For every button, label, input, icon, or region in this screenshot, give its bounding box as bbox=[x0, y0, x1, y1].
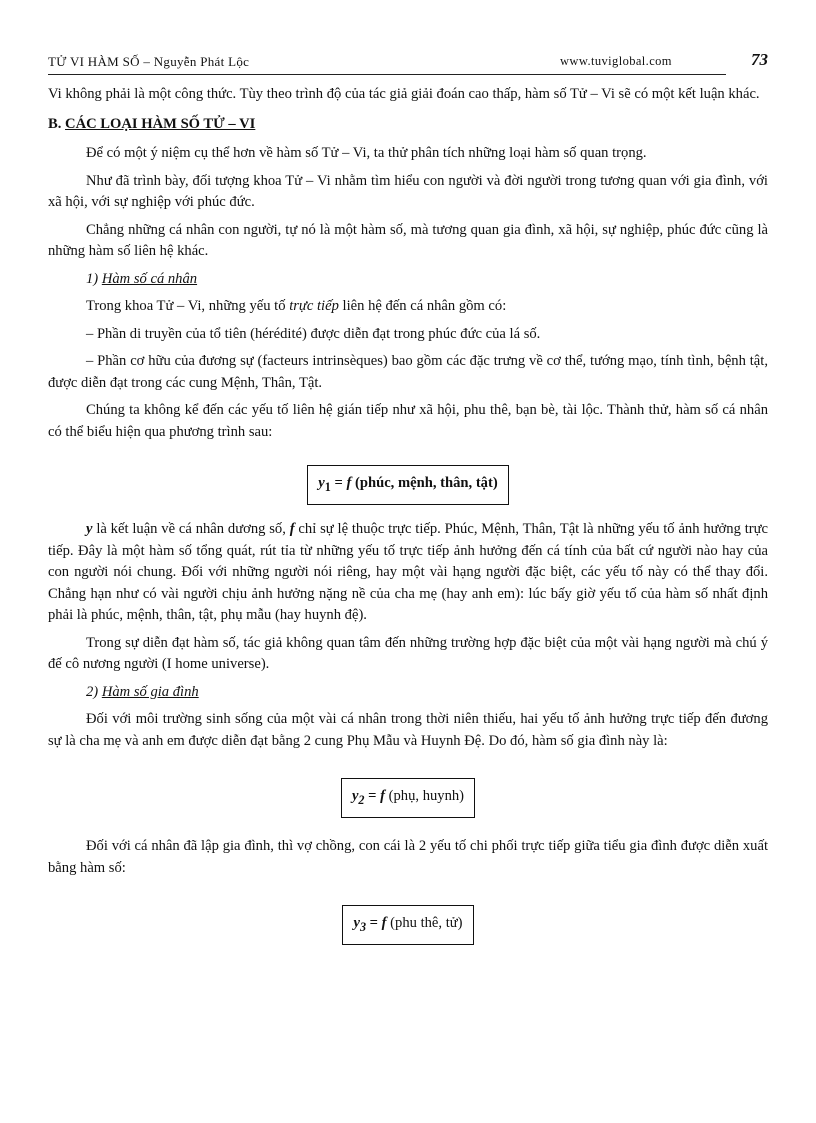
paragraph: Để có một ý niệm cụ thể hơn về hàm số Tử – Vi, ta thử phân tích những loại hàm số quan trọng. bbox=[86, 145, 647, 161]
text-run: là kết luận về cá nhân dương số, bbox=[92, 521, 290, 537]
dash-list-item: – Phần cơ hữu của đương sự (facteurs intrinsèques) bao gồm các đặc trưng về cơ thể, tướng mạo, tính tình, bệnh tật, được diễn đạt trong các cung Mệnh, Thân, Tật. bbox=[48, 353, 768, 391]
text-run: chỉ sự lệ thuộc trực tiếp. Phúc, Mệnh, Thân, Tật là những yếu tố ảnh hưởng trực tiếp. Đây là một hàm số tổng quát, rút tỉa từ những yếu tố trực tiếp ảnh hưởng đến cá tính của bất cứ người nào hay của con người nói chung. Đối với những người nói riêng, hay một vài hạng người đặc biệt, các yếu tố này có thể thay đổi. Chẳng hạn như có vài người chịu ảnh hưởng nặng nề của cha mẹ (hay anh em): lúc bấy giờ yếu tố của hàm số nhất định phải là phúc, mệnh, thân, tật, phụ mẫu (hay huynh đệ). bbox=[48, 521, 768, 623]
formula-function: f bbox=[380, 788, 385, 804]
section-heading-title: CÁC LOẠI HÀM SỐ TỬ – VI bbox=[65, 115, 256, 132]
formula-equals: = bbox=[330, 475, 347, 491]
header-rule bbox=[48, 74, 726, 75]
formula-function: f bbox=[346, 475, 352, 491]
page-number: 73 bbox=[751, 50, 768, 69]
variable-f: f bbox=[289, 521, 295, 537]
formula-box-1 bbox=[307, 465, 508, 505]
paragraph: Chúng ta không kể đến các yếu tố liên hệ gián tiếp như xã hội, phu thê, bạn bè, tài lộc. Thành thử, hàm số cá nhân có thể biểu hiện qua phương trình sau: bbox=[48, 402, 768, 440]
subsection-title: Hàm số cá nhân bbox=[101, 270, 198, 287]
formula-box-3 bbox=[342, 905, 473, 945]
emphasis-text: trực tiếp bbox=[289, 298, 339, 314]
formula-variable: y bbox=[351, 788, 359, 804]
subsection-heading-2 bbox=[48, 682, 768, 704]
section-heading-b bbox=[48, 114, 768, 136]
paragraph: Chẳng những cá nhân con người, tự nó là một hàm số, mà tương quan gia đình, xã hội, sự nghiệp, phúc đức cũng là những hàm số liên hệ khác. bbox=[48, 221, 768, 259]
paragraph bbox=[48, 296, 768, 318]
paragraph: Trong sự diễn đạt hàm số, tác giả không quan tâm đến những trường hợp đặc biệt của một vài hạng người mà chú ý đế cô nương người (I home universe). bbox=[48, 634, 768, 672]
formula-box-2 bbox=[341, 778, 475, 818]
paragraph-continuation: Vi không phải là một công thức. Tùy theo trình độ của tác giả giải đoán cao thấp, hàm số Tử – Vi sẽ có một kết luận khác. bbox=[48, 86, 760, 102]
formula-row-2 bbox=[48, 778, 768, 818]
page-header bbox=[48, 50, 768, 74]
formula-arguments: (phụ, huynh) bbox=[385, 788, 465, 804]
formula-row-3 bbox=[48, 905, 768, 945]
formula-function: f bbox=[381, 915, 387, 931]
formula-variable: y bbox=[318, 475, 325, 491]
formula-arguments: (phúc, mệnh, thân, tật) bbox=[351, 475, 498, 491]
paragraph: Đối với môi trường sinh sống của một vài cá nhân trong thời niên thiếu, hai yếu tố ảnh hưởng trực tiếp đến đương sự là cha mẹ và anh em được diễn đạt bằng 2 cung Phụ Mẫu và Huynh Đệ. Do đó, hàm số gia đình này là: bbox=[48, 711, 768, 749]
paragraph: Đối với cá nhân đã lập gia đình, thì vợ chồng, con cái là 2 yếu tố chi phối trực tiếp giữa tiểu gia đình được diễn xuất bằng hàm số: bbox=[48, 838, 768, 876]
text-run: Trong khoa Tử – Vi, những yếu tố bbox=[86, 298, 290, 314]
formula-subscript: 2 bbox=[358, 792, 365, 807]
paragraph: Như đã trình bày, đối tượng khoa Tử – Vi nhằm tìm hiểu con người và đời người trong tương quan với gia đình, với xã hội, với sự nghiệp với phúc đức. bbox=[48, 172, 768, 210]
formula-arguments: (phu thê, tử) bbox=[386, 915, 463, 931]
subsection-heading-1 bbox=[48, 269, 768, 291]
formula-row-1 bbox=[48, 465, 768, 505]
formula-equals: = bbox=[366, 915, 382, 931]
formula-equals: = bbox=[364, 788, 381, 804]
variable-y: y bbox=[86, 521, 93, 537]
page-body bbox=[48, 84, 768, 955]
header-title: TỬ VI HÀM SỐ – Nguyễn Phát Lộc bbox=[48, 54, 250, 69]
formula-subscript: 1 bbox=[324, 479, 331, 494]
dash-list-item: – Phần di truyền của tổ tiên (hérédité) được diễn đạt trong phúc đức của lá số. bbox=[86, 325, 541, 342]
paragraph bbox=[48, 519, 768, 627]
header-website: www.tuviglobal.com bbox=[560, 54, 672, 68]
subsection-number: 2) bbox=[86, 683, 102, 700]
subsection-number: 1) bbox=[86, 270, 102, 287]
formula-subscript: 3 bbox=[359, 919, 367, 934]
section-heading-prefix: B. bbox=[48, 115, 66, 132]
subsection-title: Hàm số gia đình bbox=[101, 683, 199, 700]
text-run: liên hệ đến cá nhân gồm có: bbox=[338, 298, 507, 314]
formula-variable: y bbox=[353, 915, 360, 931]
